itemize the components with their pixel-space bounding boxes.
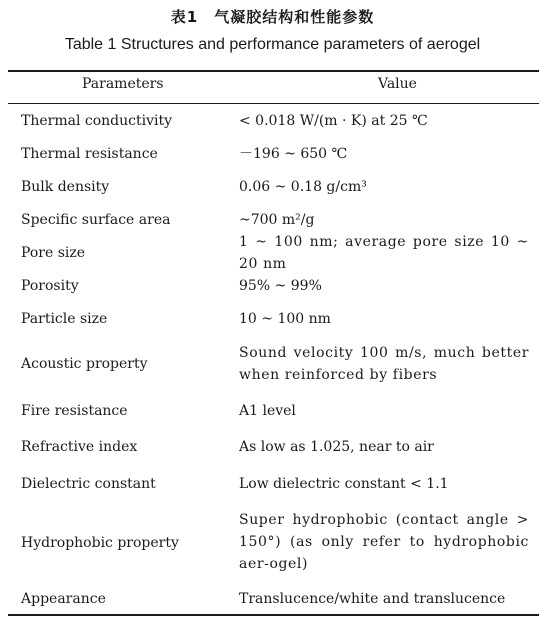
- table-title-english: Table 1 Structures and performance parameters of aerogel: [64, 36, 481, 53]
- row-thermal-conductivity-parameter: Thermal conductivity: [21, 113, 173, 129]
- row-thermal-conductivity-value: < 0.018 W/(m · K) at 25 ℃: [239, 113, 428, 129]
- row-specific-surface-area-value: ~700 m²/g: [239, 212, 315, 228]
- row-bulk-density-parameter: Bulk density: [21, 179, 110, 195]
- row-appearance-parameter: Appearance: [21, 591, 106, 607]
- row-hydrophobic-property-value: Super hydrophobic (contact angle > 150°) (as only refer to hydrophobic aer-ogel): [239, 512, 529, 572]
- row-appearance-value: Translucence/white and translucence: [239, 591, 506, 607]
- row-pore-size-value: 1 ~ 100 nm; average pore size 10 ~ 20 nm: [239, 234, 529, 272]
- row-hydrophobic-property-parameter: Hydrophobic property: [21, 535, 179, 551]
- row-dielectric-constant-parameter: Dielectric constant: [21, 476, 156, 492]
- row-thermal-resistance-value: －196 ~ 650 ℃: [239, 146, 348, 162]
- row-bulk-density-value: 0.06 ~ 0.18 g/cm³: [239, 179, 367, 195]
- table-bottom-rule: [8, 614, 539, 616]
- table-title-chinese: 表1 气凝胶结构和性能参数: [170, 8, 375, 26]
- row-thermal-resistance-parameter: Thermal resistance: [21, 146, 158, 162]
- row-refractive-index-parameter: Refractive index: [21, 439, 138, 455]
- row-refractive-index-value: As low as 1.025, near to air: [239, 439, 434, 455]
- row-dielectric-constant-value: Low dielectric constant < 1.1: [239, 476, 449, 492]
- table-top-rule: [8, 70, 539, 72]
- row-specific-surface-area-parameter: Specific surface area: [21, 212, 171, 228]
- header-parameters: Parameters: [82, 76, 164, 92]
- table-header-rule: [8, 103, 539, 104]
- row-acoustic-property-parameter: Acoustic property: [21, 356, 148, 372]
- row-porosity-value: 95% ~ 99%: [239, 278, 322, 294]
- header-value: Value: [378, 76, 417, 92]
- row-pore-size-parameter: Pore size: [21, 245, 86, 261]
- row-acoustic-property-value: Sound velocity 100 m/s, much better when reinforced by fibers: [239, 345, 529, 383]
- row-particle-size-value: 10 ~ 100 nm: [239, 311, 331, 327]
- row-fire-resistance-value: A1 level: [239, 403, 296, 419]
- row-particle-size-parameter: Particle size: [21, 311, 108, 327]
- row-porosity-parameter: Porosity: [21, 278, 79, 294]
- row-fire-resistance-parameter: Fire resistance: [21, 403, 128, 419]
